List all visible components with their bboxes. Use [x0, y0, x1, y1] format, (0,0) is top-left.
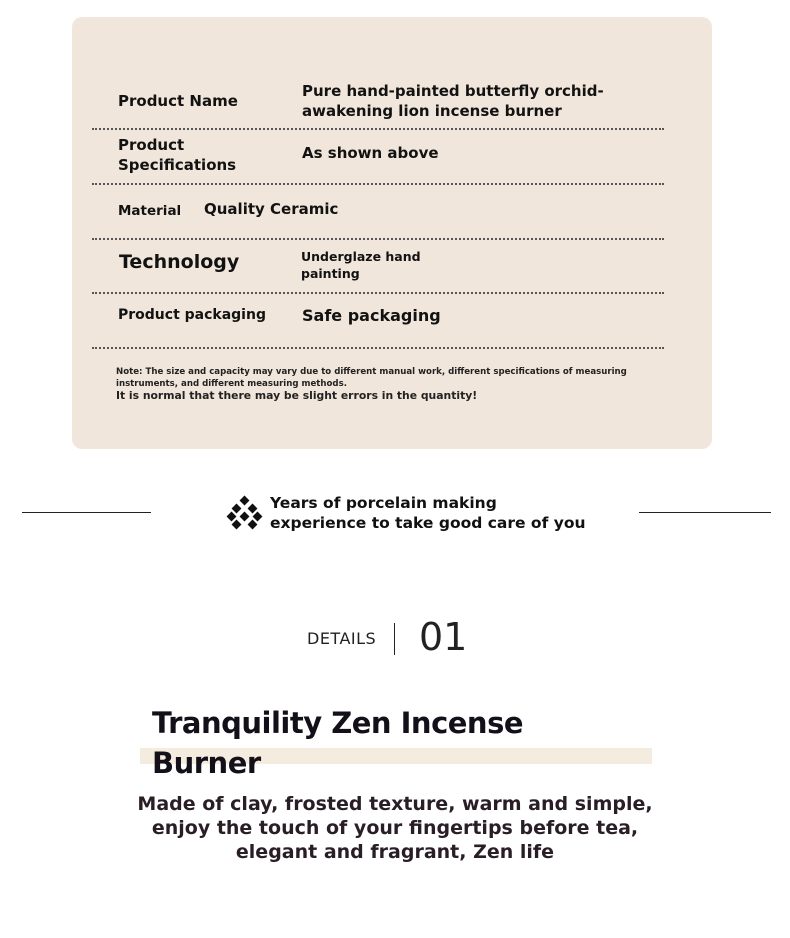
details-number: 01	[419, 615, 468, 659]
product-description	[120, 792, 670, 864]
spec-label-material: Material	[118, 203, 182, 219]
spec-value-product-name: Pure hand-painted butterfly orchid-awakening lion incense burner	[302, 82, 604, 120]
spec-value-specifications: As shown above	[302, 144, 439, 162]
dotted-divider	[92, 238, 664, 240]
experience-text: Years of porcelain making experience to take good care of you	[270, 494, 586, 532]
description-line: elegant and fragrant, Zen life	[235, 841, 555, 863]
spec-label-packaging: Product packaging	[118, 307, 266, 323]
spec-value-technology: Underglaze hand painting	[301, 249, 421, 281]
details-separator	[394, 623, 395, 655]
right-divider-line	[639, 512, 771, 513]
measurement-note: Note: The size and capacity may vary due to different manual work, different specifications of measuring instruments, and different measuring methods.	[116, 367, 627, 389]
spec-label-specifications: Product Specifications	[118, 136, 237, 174]
product-title: Tranquility Zen Incense Burner	[152, 706, 524, 780]
description-line: enjoy the touch of your fingertips before tea,	[151, 817, 639, 839]
details-label: DETAILS	[307, 629, 377, 648]
description-line: Made of clay, frosted texture, warm and simple,	[137, 793, 653, 815]
spec-value-material: Quality Ceramic	[204, 200, 339, 218]
spec-label-product-name: Product Name	[118, 92, 238, 110]
left-divider-line	[22, 512, 151, 513]
spec-value-packaging: Safe packaging	[302, 306, 441, 325]
dotted-divider	[92, 347, 664, 349]
dotted-divider	[92, 292, 664, 294]
spec-label-technology: Technology	[119, 251, 240, 273]
dotted-divider	[92, 183, 664, 185]
quantity-error-note: It is normal that there may be slight errors in the quantity!	[116, 389, 478, 402]
dotted-divider	[92, 128, 664, 130]
